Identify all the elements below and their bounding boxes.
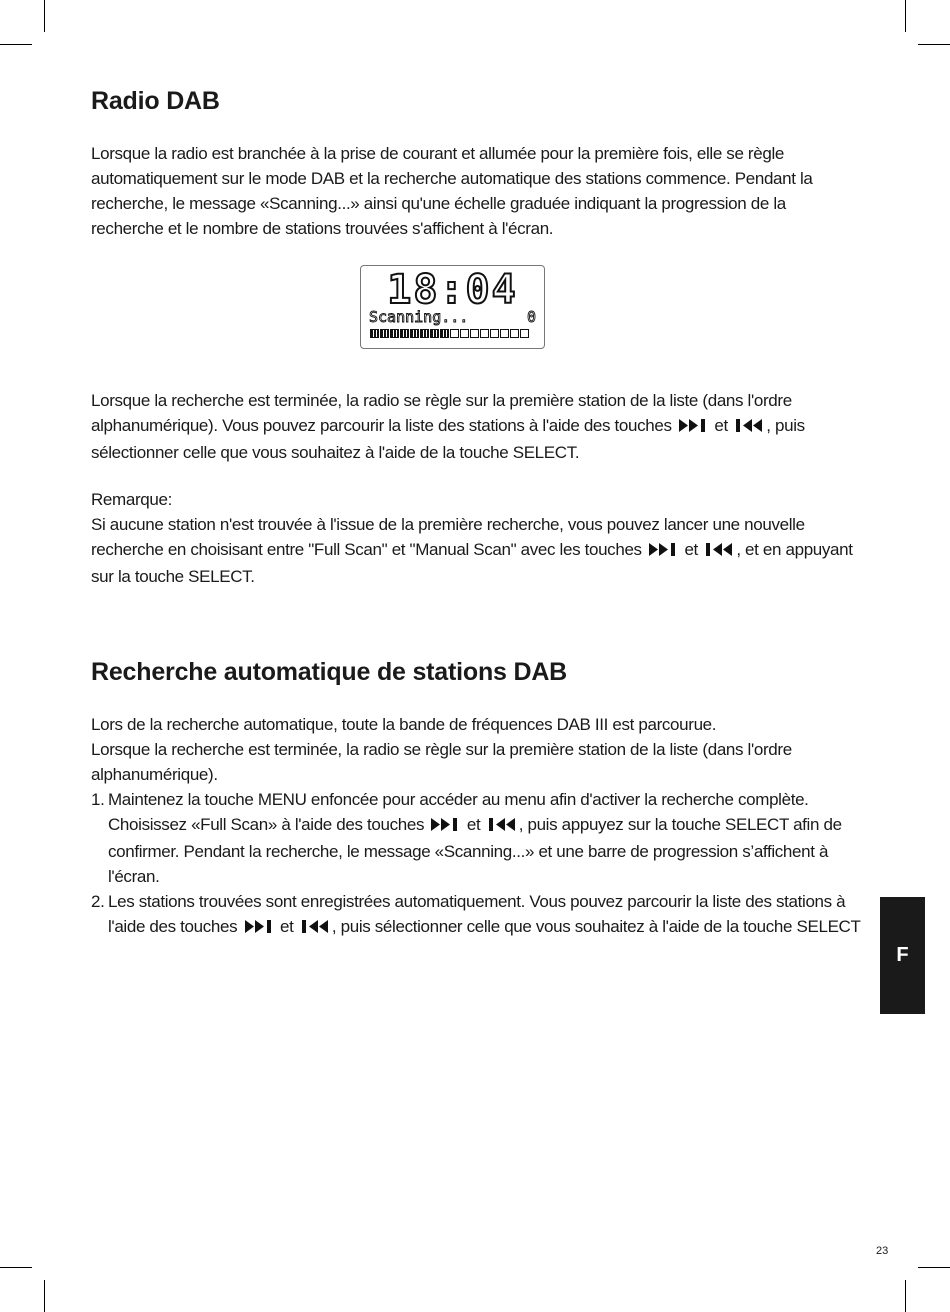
lcd-station-count: 0 (526, 308, 536, 326)
lcd-progress-segment (390, 329, 399, 338)
skip-next-icon (244, 916, 274, 941)
step-item (91, 787, 861, 889)
note-label: Remarque: (91, 490, 172, 509)
step-number: 1. (91, 790, 105, 809)
step-1-et: et (466, 815, 481, 834)
paragraph-after-scan-b: , puis sélectionner celle que vous souhaitez à l'aide de la touche SELECT. (91, 416, 805, 462)
step-1-text (91, 787, 861, 889)
lcd-progress-segment (490, 329, 499, 338)
lcd-progress-segment (430, 329, 439, 338)
paragraph-auto-intro-1: Lors de la recherche automatique, toute la bande de fréquences DAB III est parcourue. (91, 715, 717, 734)
lcd-status-line (369, 309, 536, 325)
lcd-progress-segment (500, 329, 509, 338)
lcd-time: 18:04 (387, 267, 518, 313)
lcd-display (360, 265, 545, 349)
skip-previous-icon (704, 539, 734, 564)
paragraph-after-scan-et: et (714, 416, 728, 435)
crop-mark (905, 1280, 906, 1312)
paragraph-after-scan-a: Lorsque la recherche est terminée, la radio se règle sur la première station de la liste (dans l'ordre alphanumérique). Vous pouvez parcourir la liste des stations à l'aide des touches (91, 391, 792, 435)
crop-mark (918, 44, 950, 45)
step-2-b: , puis sélectionner celle que vous souhaitez à l'aide de la touche SELECT (331, 917, 861, 936)
paragraph-auto-intro-2: Lorsque la recherche est terminée, la radio se règle sur la première station de la liste (dans l'ordre alphanumérique). (91, 740, 792, 784)
skip-next-icon (648, 539, 678, 564)
paragraph-intro: Lorsque la radio est branchée à la prise de courant et allumée pour la première fois, elle se règle automatiquement sur le mode DAB et la recherche automatique des stations commence. Pendant la recherche, le message «Scanning...» ainsi qu'une échelle graduée indiquant la progression de la recherche et le nombre de stations trouvées s'affichent à l'écran. (91, 144, 813, 238)
language-tab-label: F (896, 944, 909, 966)
step-2-text (91, 889, 861, 941)
lcd-progress-segment (470, 329, 479, 338)
crop-mark (0, 1267, 32, 1268)
step-item (91, 889, 861, 941)
crop-mark (918, 1267, 950, 1268)
step-number: 2. (91, 892, 105, 911)
lcd-progress-segment (400, 329, 409, 338)
paragraph-note (91, 512, 861, 589)
lcd-progress-segment (510, 329, 519, 338)
skip-previous-icon (734, 415, 764, 440)
step-2-et: et (280, 917, 294, 936)
lcd-progress-segment (420, 329, 429, 338)
crop-mark (44, 1280, 45, 1312)
lcd-progress-segment (520, 329, 529, 338)
paragraph-note-a: Si aucune station n'est trouvée à l'issue de la première recherche, vous pouvez lancer une nouvelle recherche en choisisant entre "Full Scan" et "Manual Scan" avec les touches (91, 515, 805, 559)
step-1-b: , puis appuyez sur la touche SELECT afin de confirmer. Pendant la recherche, le message «Scanning...» et une barre de progression s’affichent à l'écran. (108, 815, 842, 886)
crop-mark (905, 0, 906, 32)
lcd-progress-segment (480, 329, 489, 338)
lcd-progress-segment (380, 329, 389, 338)
steps-list (91, 787, 861, 941)
step-2-a: Les stations trouvées sont enregistrées automatiquement. Vous pouvez parcourir la liste des stations à l'aide des touches (108, 892, 846, 936)
skip-previous-icon (487, 814, 517, 839)
page-number: 23 (876, 1245, 889, 1257)
language-tab (880, 897, 925, 1014)
crop-mark (44, 0, 45, 32)
lcd-progress-segment (370, 329, 379, 338)
paragraph-after-scan (91, 388, 861, 465)
crop-mark (0, 44, 32, 45)
step-1-a: Maintenez la touche MENU enfoncée pour accéder au menu afin d'activer la recherche complète. Choisissez «Full Scan» à l'aide des touches (108, 790, 809, 834)
section-title-radio-dab: Radio DAB (91, 87, 220, 115)
paragraph-note-et: et (684, 540, 698, 559)
skip-previous-icon (300, 916, 330, 941)
skip-next-icon (430, 814, 460, 839)
section-title-auto-search: Recherche automatique de stations DAB (91, 658, 568, 686)
lcd-progress-segment (460, 329, 469, 338)
lcd-progress-segment (440, 329, 449, 338)
lcd-progress-bar (370, 329, 529, 338)
paragraph-note-b: , et en appuyant sur la touche SELECT. (91, 540, 853, 586)
lcd-progress-segment (450, 329, 459, 338)
lcd-status: Scanning... (369, 308, 469, 326)
lcd-progress-segment (410, 329, 419, 338)
skip-next-icon (678, 415, 708, 440)
